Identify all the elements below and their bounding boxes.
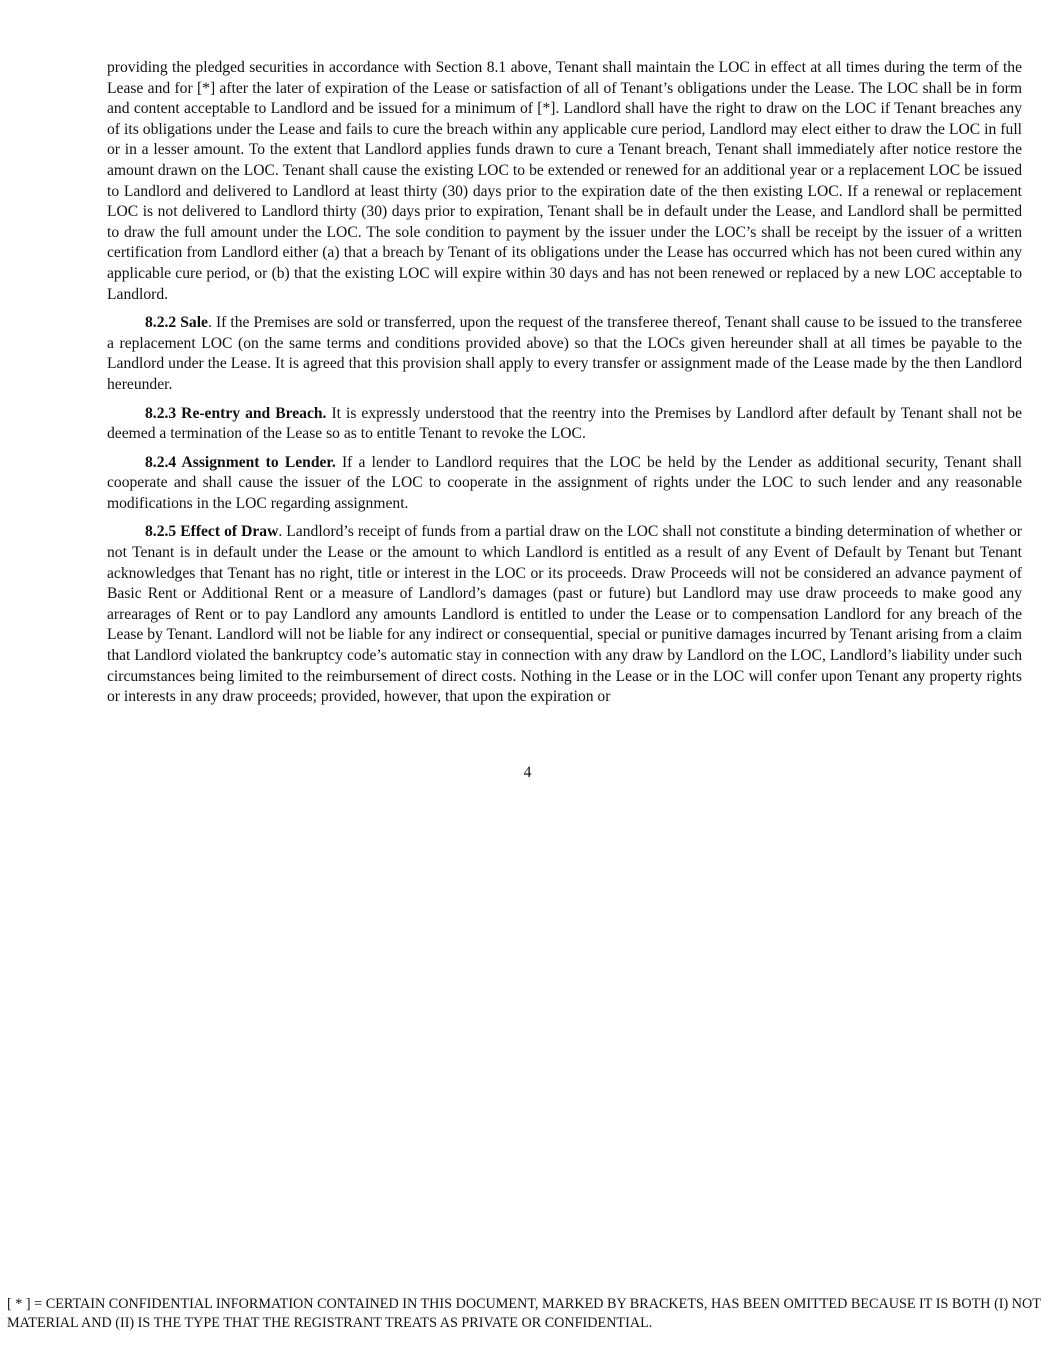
- paragraph-text: . If the Premises are sold or transferred, upon the request of the transferee thereof, Tenant shall cause to be issued to the transferee a replacement LOC (on the same terms and conditions provided above) so that the LOCs given hereunder shall at all times be payable to the Landlord under the Lease. It is agreed that this provision shall apply to every transfer or assignment made of the Lease made by the then Landlord hereunder.: [107, 314, 1022, 393]
- confidentiality-footer: [ * ] = CERTAIN CONFIDENTIAL INFORMATION CONTAINED IN THIS DOCUMENT, MARKED BY BRACKETS, HAS BEEN OMITTED BECAUSE IT IS BOTH (I) NOT MATERIAL AND (II) IS THE TYPE THAT THE REGISTRANT TREATS AS PRIVATE OR CONFIDENTIAL.: [7, 1296, 1041, 1331]
- paragraph-loc-continuation: [107, 58, 1022, 305]
- paragraph-text: providing the pledged securities in accordance with Section 8.1 above, Tenant shall maintain the LOC in effect at all times during the term of the Lease and for [*] after the later of expiration of the Lease or satisfaction of all of Tenant’s obligations under the Lease. The LOC shall be in form and content acceptable to Landlord and be issued for a minimum of [*]. Landlord shall have the right to draw on the LOC if Tenant breaches any of its obligations under the Lease and fails to cure the breach within any applicable cure period, Landlord may elect either to draw the LOC in full or in a lesser amount. To the extent that Landlord applies funds drawn to cure a Tenant breach, Tenant shall immediately after notice restore the amount drawn on the LOC. Tenant shall cause the existing LOC to be extended or renewed for an additional year or a replacement LOC be issued to Landlord and delivered to Landlord at least thirty (30) days prior to the expiration date of the then existing LOC. If a renewal or replacement LOC is not delivered to Landlord thirty (30) days prior to expiration, Tenant shall be in default under the Lease, and Landlord shall be permitted to draw the full amount under the LOC. The sole condition to payment by the issuer under the LOC’s shall be receipt by the issuer of a written certification from Landlord either (a) that a breach by Tenant of its obligations under the Lease has occurred which has not been cured within any applicable cure period, or (b) that the existing LOC will expire within 30 days and has not been renewed or replaced by a new LOC acceptable to Landlord.: [107, 59, 1022, 303]
- section-heading-8-2-4: 8.2.4 Assignment to Lender.: [145, 453, 336, 471]
- paragraph-8-2-3-reentry: [107, 404, 1022, 445]
- section-heading-8-2-2: 8.2.2 Sale: [145, 314, 208, 332]
- paragraph-8-2-2-sale: [107, 313, 1022, 395]
- paragraph-text: It is expressly understood that the reentry into the Premises by Landlord after default by Tenant shall not be deemed a termination of the Lease so as to entitle Tenant to revoke the LOC.: [107, 404, 1022, 443]
- paragraph-8-2-4-assignment: [107, 453, 1022, 515]
- document-body: [107, 58, 1022, 716]
- section-heading-8-2-5: 8.2.5 Effect of Draw: [145, 523, 279, 541]
- paragraph-text: . Landlord’s receipt of funds from a partial draw on the LOC shall not constitute a binding determination of whether or not Tenant is in default under the Lease or the amount to which Landlord is entitled as a result of any Event of Default by Tenant but Tenant acknowledges that Tenant has no right, title or interest in the LOC or its proceeds. Draw Proceeds will not be considered an advance payment of Basic Rent or Additional Rent or a measure of Landlord’s damages (past or future) but Landlord may use draw proceeds to make good any arrearages of Rent or to pay Landlord any amounts Landlord is entitled to under the Lease or to compensation Landlord for any breach of the Lease by Tenant. Landlord will not be liable for any indirect or consequential, special or punitive damages incurred by Tenant arising from a claim that Landlord violated the bankruptcy code’s automatic stay in connection with any draw by Landlord on the LOC, Landlord’s liability under such circumstances being limited to the reimbursement of direct costs. Nothing in the Lease or in the LOC will confer upon Tenant any property rights or interests in any draw proceeds; provided, however, that upon the expiration or: [107, 523, 1022, 706]
- paragraph-8-2-5-effect-of-draw: [107, 522, 1022, 707]
- page-number: 4: [523, 764, 532, 781]
- paragraph-text: If a lender to Landlord requires that the LOC be held by the Lender as additional security, Tenant shall cooperate and shall cause the issuer of the LOC to cooperate in the assignment of rights under the LOC to such lender and any reasonable modifications in the LOC regarding assignment.: [107, 453, 1022, 512]
- section-heading-8-2-3: 8.2.3 Re-entry and Breach.: [145, 404, 327, 422]
